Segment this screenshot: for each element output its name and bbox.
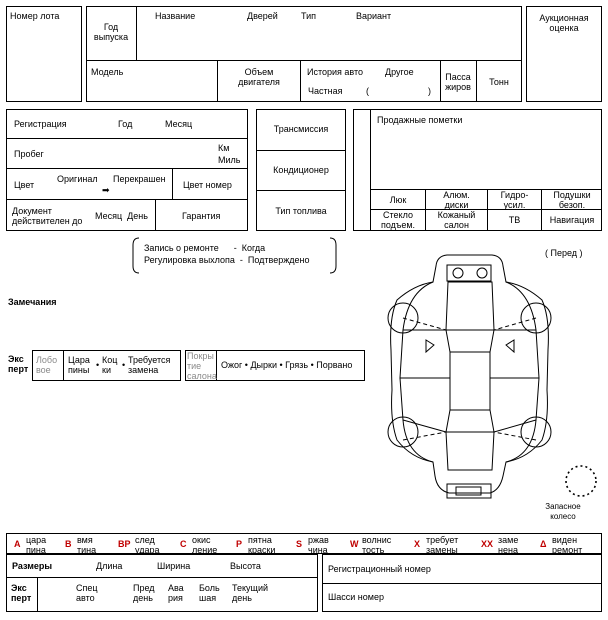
legend-code: B (65, 539, 72, 549)
model-label: Модель (91, 67, 124, 77)
legend-label: требует замены (426, 535, 459, 555)
windshield (446, 330, 494, 352)
option-leather-seats: Кожаный салон (437, 210, 476, 230)
divider (6, 199, 248, 200)
conditioner-label: Кондиционер (273, 165, 329, 175)
rear-window (446, 410, 494, 432)
legend-code: XX (481, 539, 494, 549)
auto-history-label: История авто (307, 67, 364, 77)
divider (37, 577, 38, 612)
legend-code: P (236, 539, 243, 549)
left-fender-rear (403, 420, 433, 462)
color-number-label: Цвет номер (183, 180, 232, 190)
front-label: ( Перед ) (545, 248, 583, 258)
divider (6, 138, 248, 139)
tons-label: Тонн (489, 77, 509, 87)
original-label: Оригинал (57, 174, 98, 184)
divider (86, 60, 522, 61)
wheel-rear-right (521, 417, 551, 447)
repair-record-line: Запись о ремонте - Когда (144, 243, 266, 253)
fuel-type-label: Тип топлива (275, 206, 327, 216)
legend-code: BP (118, 539, 131, 549)
other-label: Другое (385, 67, 414, 77)
registration-number-label: Регистрационный номер (328, 564, 431, 574)
type-label: Тип (301, 11, 317, 21)
mirror-right (506, 340, 514, 352)
repainted-label: Перекрашен (113, 174, 166, 184)
accident-label: Ава рия (168, 583, 184, 603)
expert-dents: Коц ки (102, 355, 118, 375)
miles-label: Миль (218, 155, 241, 165)
legend-label: волнис тость (362, 535, 392, 555)
divider (217, 60, 218, 102)
divider (136, 6, 137, 60)
variant-label: Вариант (356, 11, 392, 21)
front-bumper (447, 265, 491, 281)
trunk (446, 432, 494, 470)
legend-label: окис ление (192, 535, 218, 555)
rear-plate (456, 487, 481, 495)
left-door-rear (400, 378, 446, 432)
right-door-front (490, 330, 539, 378)
legend-label: ржав чина (308, 535, 329, 555)
interior-cover-label: Покры тие салона (187, 351, 217, 381)
dashed-front-right (494, 318, 536, 330)
legend-label: цара пина (26, 535, 47, 555)
warranty-label: Гарантия (182, 211, 221, 221)
lot-number-label: Номер лота (10, 11, 60, 21)
spare-wheel (566, 466, 596, 496)
mileage-label: Пробег (14, 149, 44, 159)
option-tv: ТВ (508, 215, 521, 225)
divider (6, 577, 318, 578)
divider (155, 199, 156, 231)
dimensions-expert: Экс перт (11, 583, 32, 603)
divider (322, 583, 602, 584)
option-power-steering: Гидро- усил. (500, 190, 529, 210)
legend-code: Δ (540, 539, 547, 549)
expert-bullet-2: • (122, 360, 126, 370)
front-light-left (453, 268, 463, 278)
divider (63, 350, 64, 381)
wheel-front-right (521, 303, 551, 333)
color-label: Цвет (14, 180, 35, 190)
exhaust-adjust-line: Регулировка выхлопа - Подтверждено (144, 255, 310, 265)
remarks-label: Замечания (8, 297, 57, 307)
legend-code: W (350, 539, 359, 549)
roof (450, 352, 490, 410)
dashed-front-left (403, 318, 446, 330)
left-door-front (400, 330, 450, 378)
engine-volume-label: Объем двигателя (238, 67, 280, 87)
legend-label: заме нена (498, 535, 519, 555)
wheel-rear-left (388, 417, 418, 447)
registration-month-label: Месяц (165, 119, 193, 129)
dimensions-length: Длина (96, 561, 123, 571)
arrow-icon: ➡ (102, 185, 110, 195)
expert-forehead: Лобо вое (36, 355, 58, 375)
dashed-rear-right (494, 432, 536, 440)
paren-close: ) (428, 86, 431, 96)
divider (172, 168, 173, 199)
right-door-rear (494, 378, 539, 432)
current-day-label: Текущий день (232, 583, 268, 603)
hood (446, 282, 494, 330)
special-auto-label: Спец авто (76, 583, 98, 603)
doors-label: Дверей (247, 11, 278, 21)
dimensions-title: Размеры (12, 561, 53, 571)
legend-code: S (296, 539, 303, 549)
paren-open: ( (366, 86, 369, 96)
divider (6, 168, 248, 169)
expert-bullet-1: • (96, 360, 100, 370)
legend-code: X (414, 539, 421, 549)
wheel-front-left (388, 303, 418, 333)
year-label: Год выпуска (93, 22, 129, 42)
km-label: Км (218, 143, 230, 153)
option-airbags: Подушки безоп. (553, 190, 591, 210)
sales-notes-label: Продажные пометки (377, 115, 463, 125)
previous-owner-label: Пред день (133, 583, 155, 603)
registration-year-label: Год (118, 119, 133, 129)
legend-label: виден ремонт (552, 535, 583, 555)
option-navigation: Навигация (549, 215, 595, 225)
option-sunroof: Люк (389, 195, 407, 205)
mirror-left (426, 340, 434, 352)
divider (256, 190, 346, 191)
name-label: Название (155, 11, 196, 21)
divider (300, 60, 301, 102)
option-alloy-wheels: Алюм. диски (443, 190, 470, 210)
right-fender-front (494, 282, 536, 330)
legend-label: пятна краски (248, 535, 276, 555)
car-body-outline (391, 255, 549, 493)
front-light-right (477, 268, 487, 278)
left-fender-front (403, 282, 446, 330)
dashed-rear-left (403, 432, 446, 440)
expert-needs-replace: Требуется замена (128, 355, 171, 375)
interior-damage-label: Ожог • Дырки • Грязь • Порвано (221, 360, 353, 370)
private-label: Частная (308, 86, 343, 96)
transmission-label: Трансмиссия (273, 124, 329, 134)
legend-label: след удара (135, 535, 160, 555)
option-power-windows: Стекло подъем. (380, 210, 416, 230)
passengers-label: Пасса жиров (445, 72, 471, 92)
legend-code: C (180, 539, 187, 549)
document-valid-label: Документ действителен до (12, 206, 83, 226)
legend-code: A (14, 539, 21, 549)
registration-label: Регистрация (14, 119, 67, 129)
big-label: Боль шая (199, 583, 220, 603)
spare-wheel-label: Запасное колесо (545, 502, 581, 521)
expert-scratches: Цара пины (68, 355, 90, 375)
legend-label: вмя тина (77, 535, 97, 555)
auction-score-label: Аукционная оценка (539, 13, 589, 33)
rear-bumper (447, 484, 491, 498)
chassis-number-label: Шасси номер (328, 592, 384, 602)
month-day-label: Месяц День (95, 211, 148, 221)
dimensions-height: Высота (230, 561, 261, 571)
divider (256, 150, 346, 151)
dimensions-width: Ширина (157, 561, 191, 571)
right-fender-rear (506, 420, 536, 462)
expert-label: Экс перт (8, 354, 29, 374)
